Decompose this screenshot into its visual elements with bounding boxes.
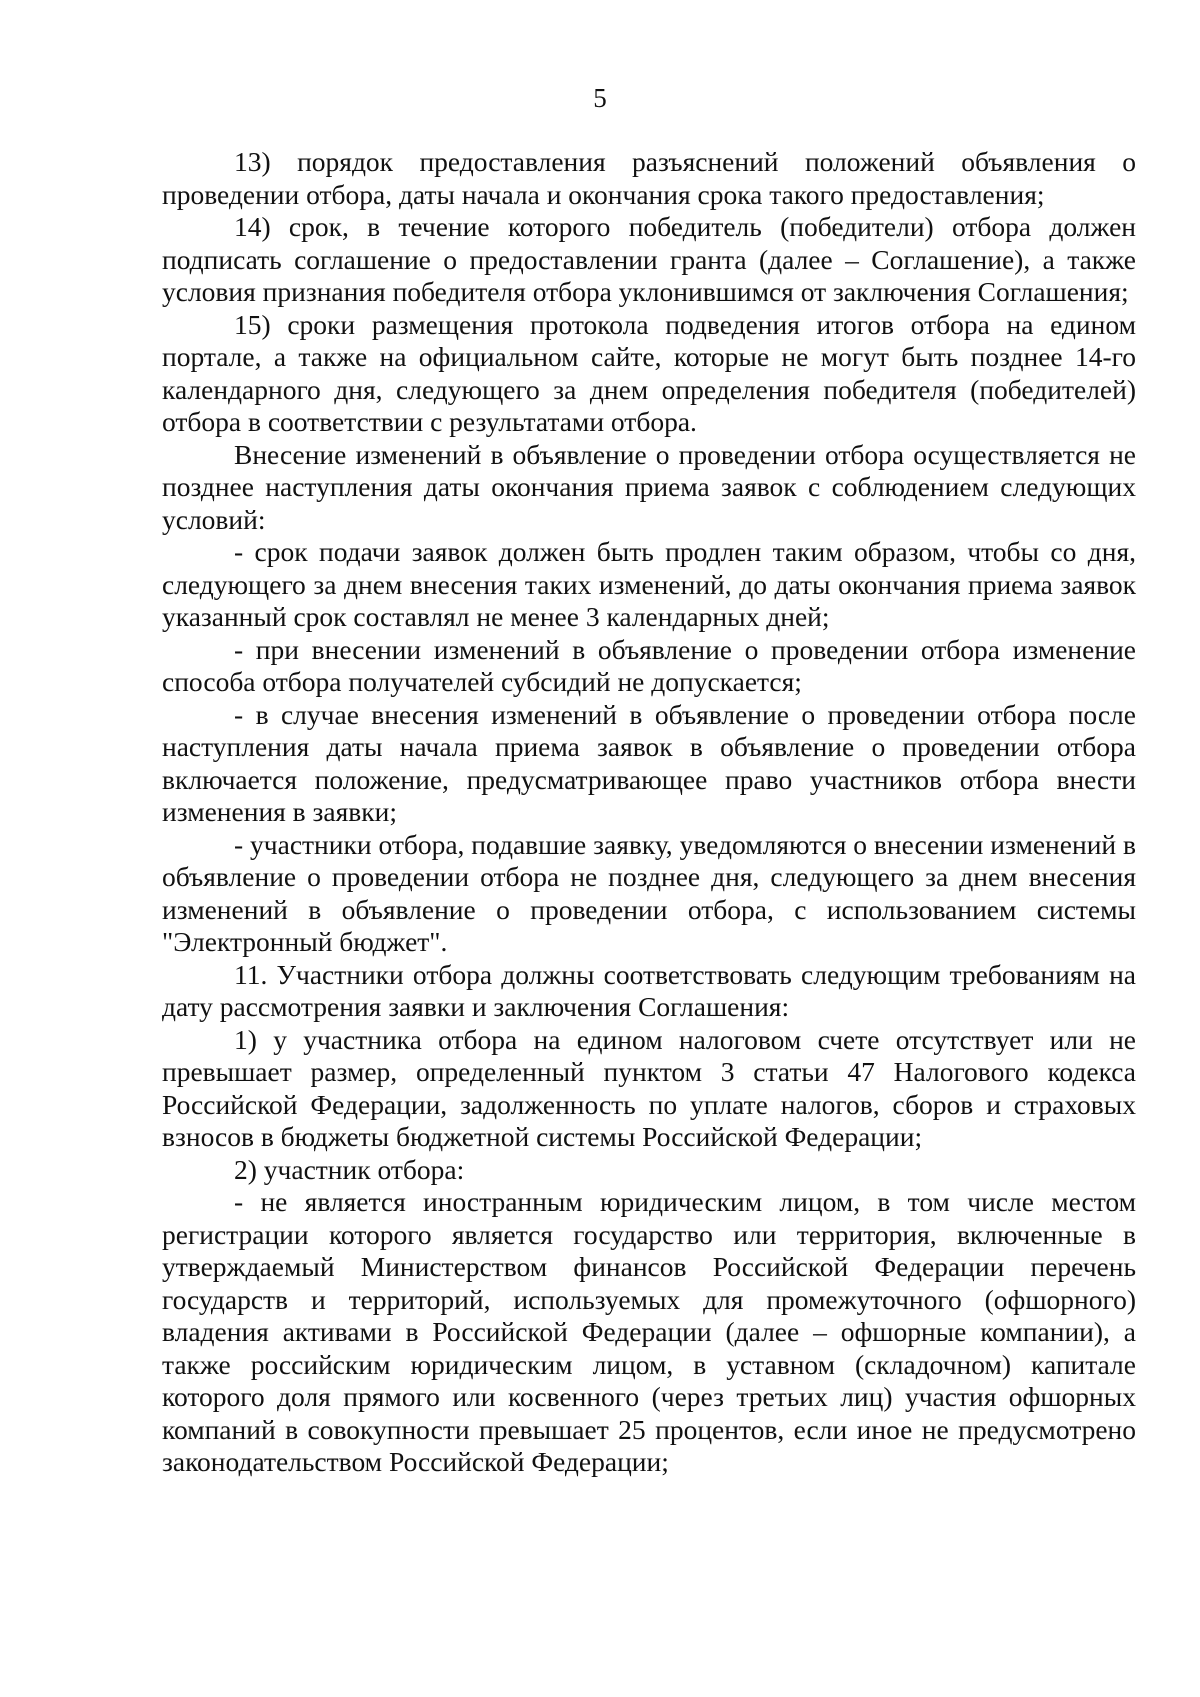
paragraph-requirement-2-offshore: - не является иностранным юридическим лицом, в том числе местом регистрации которого является государство или территория, включенные в утверждаемый Министерством финансов Российской Федерации перечень государств и территорий, используемых для промежуточного (офшорного) владения активами в Российской Федерации (далее – офшорные компании), а также российским юридическим лицом, в уставном (складочном) капитале которого доля прямого или косвенного (через третьих лиц) участия офшорных компаний в совокупности превышает 25 процентов, если иное не предусмотрено законодательством Российской Федерации; — [162, 1186, 1136, 1477]
document-body — [162, 146, 1136, 1479]
paragraph-amendment-conditions: Внесение изменений в объявление о проведении отбора осуществляется не позднее наступления даты окончания приема заявок с соблюдением следующих условий: — [162, 438, 1136, 535]
paragraph-condition-extension: - срок подачи заявок должен быть продлен таким образом, чтобы со дня, следующего за днем внесения таких изменений, до даты окончания приема заявок указанный срок составлял не менее 3 календарных дней; — [162, 536, 1136, 632]
paragraph-item-13: 13) порядок предоставления разъяснений положений объявления о проведении отбора, даты начала и окончания срока такого предоставления; — [162, 146, 1136, 210]
paragraph-item-15: 15) сроки размещения протокола подведения итогов отбора на едином портале, а также на официальном сайте, которые не могут быть позднее 14-го календарного дня, следующего за днем определения победителя (победителей) отбора в соответствии с результатами отбора. — [162, 308, 1136, 437]
paragraph-condition-notification: - участники отбора, подавшие заявку, уведомляются о внесении изменений в объявление о проведении отбора не позднее дня, следующего за днем внесения изменений в объявление о проведении отбора, с использованием системы "Электронный бюджет". — [162, 828, 1136, 957]
page-number: 5 — [593, 83, 607, 113]
paragraph-requirement-1: 1) у участника отбора на едином налоговом счете отсутствует или не превышает размер, определенный пунктом 3 статьи 47 Налогового кодекса Российской Федерации, задолженность по уплате налогов, сборов и страховых взносов в бюджеты бюджетной системы Российской Федерации; — [162, 1023, 1136, 1152]
paragraph-section-11: 11. Участники отбора должны соответствовать следующим требованиям на дату рассмотрения заявки и заключения Соглашения: — [162, 958, 1136, 1022]
paragraph-condition-method: - при внесении изменений в объявление о проведении отбора изменение способа отбора получателей субсидий не допускается; — [162, 633, 1136, 697]
paragraph-requirement-2: 2) участник отбора: — [234, 1153, 465, 1185]
paragraph-condition-right-to-amend: - в случае внесения изменений в объявление о проведении отбора после наступления даты начала приема заявок в объявление о проведении отбора включается положение, предусматривающее право участников отбора внести изменения в заявки; — [162, 698, 1136, 827]
paragraph-item-14: 14) срок, в течение которого победитель (победители) отбора должен подписать соглашение о предоставлении гранта (далее – Соглашение), а также условия признания победителя отбора уклонившимся от заключения Соглашения; — [162, 211, 1136, 307]
